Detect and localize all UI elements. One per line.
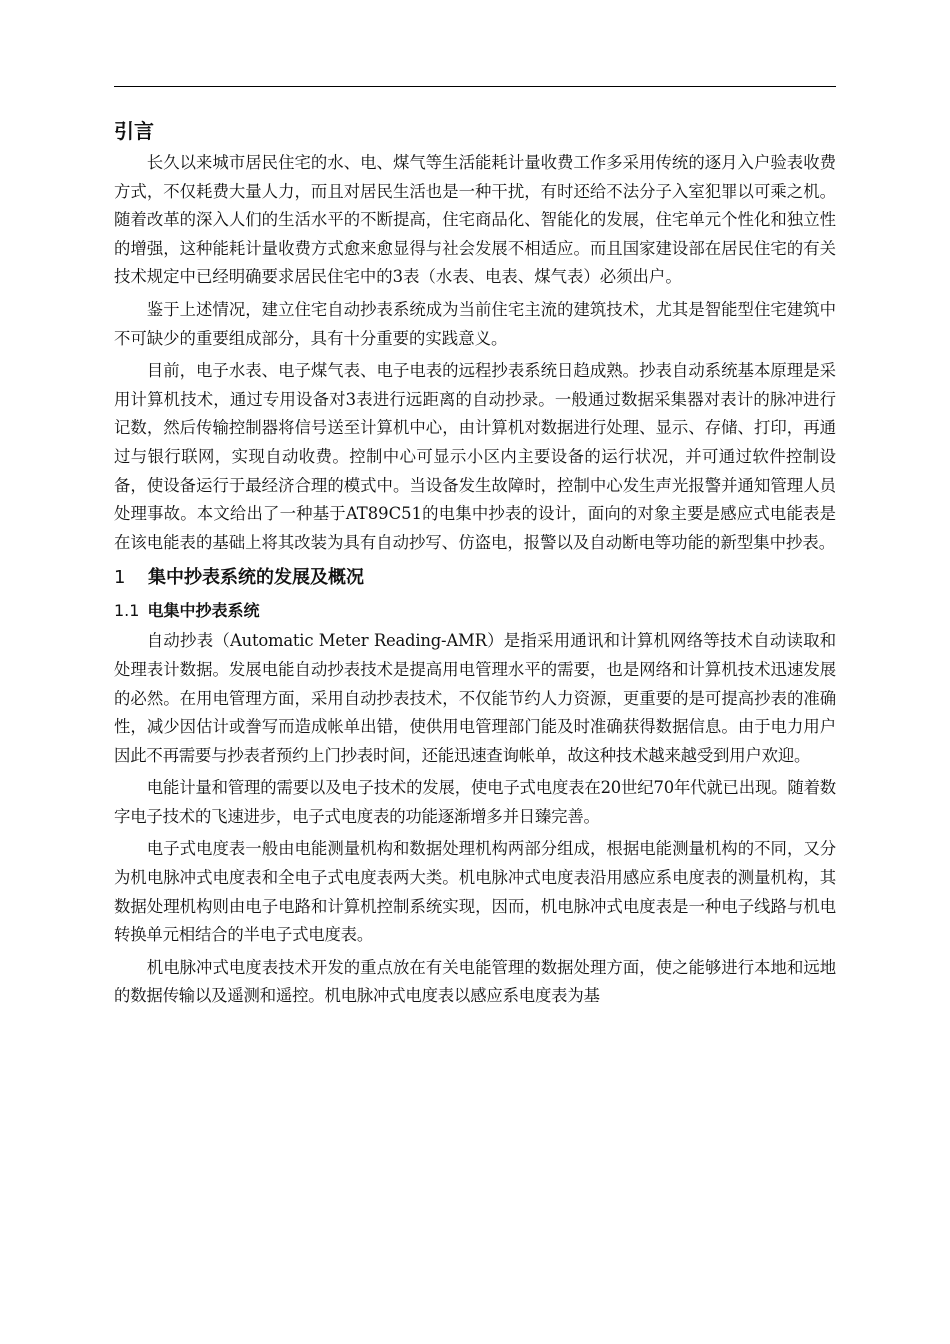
intro-paragraph-2: 鉴于上述情况，建立住宅自动抄表系统成为当前住宅主流的建筑技术，尤其是智能型住宅建筑中不可缺少的重要组成部分，具有十分重要的实践意义。 xyxy=(114,299,836,348)
header-rule xyxy=(114,86,836,87)
document-page xyxy=(114,113,836,1015)
section-1-number: 1 xyxy=(114,567,126,589)
section-1-title: 集中抄表系统的发展及概况 xyxy=(148,567,364,589)
intro-paragraph-1: 长久以来城市居民住宅的水、电、煤气等生活能耗计量收费工作多采用传统的逐月入户验表收费方式，不仅耗费大量人力，而且对居民生活也是一种干扰，有时还给不法分子入室犯罪以可乘之机。随着改革的深入人们的生活水平的不断提高，住宅商品化、智能化的发展，住宅单元个性化和独立性的增强，这种能耗计量收费方式愈来愈显得与社会发展不相适应。而且国家建设部在居民住宅的有关技术规定中已经明确要求居民住宅中的3表（水表、电表、煤气表）必须出户。 xyxy=(114,153,836,287)
section-1-1-paragraph-4: 机电脉冲式电度表技术开发的重点放在有关电能管理的数据处理方面，使之能够进行本地和远地的数据传输以及遥测和遥控。机电脉冲式电度表以感应系电度表为基 xyxy=(114,957,836,1006)
section-1-1-title: 电集中抄表系统 xyxy=(147,601,260,621)
section-1-1-heading xyxy=(114,595,836,627)
section-1-1-paragraph-1: 自动抄表（Automatic Meter Reading-AMR）是指采用通讯和计算机网络等技术自动读取和处理表计数据。发展电能自动抄表技术是提高用电管理水平的需要，也是网络和计算机技术迅速发展的必然。在用电管理方面，采用自动抄表技术，不仅能节约人力资源，更重要的是可提高抄表的准确性，减少因估计或誊写而造成帐单出错，使供用电管理部门能及时准确获得数据信息。由于电力用户因此不再需要与抄表者预约上门抄表时间，还能迅速查询帐单，故这种技术越来越受到用户欢迎。 xyxy=(114,631,836,765)
section-1-1-paragraph-2: 电能计量和管理的需要以及电子技术的发展，使电子式电度表在20世纪70年代就已出现。随着数字电子技术的飞速进步，电子式电度表的功能逐渐增多并日臻完善。 xyxy=(114,778,836,826)
section-1-1-paragraph-3: 电子式电度表一般由电能测量机构和数据处理机构两部分组成，根据电能测量机构的不同，又分为机电脉冲式电度表和全电子式电度表两大类。机电脉冲式电度表沿用感应系电度表的测量机构，其数据处理机构则由电子电路和计算机控制系统实现，因而，机电脉冲式电度表是一种电子线路与机电转换单元相结合的半电子式电度表。 xyxy=(114,839,836,945)
intro-heading: 引言 xyxy=(114,119,154,143)
section-1-heading xyxy=(114,561,836,595)
intro-paragraph-3: 目前，电子水表、电子煤气表、电子电表的远程抄表系统日趋成熟。抄表自动系统基本原理是采用计算机技术，通过专用设备对3表进行远距离的自动抄录。一般通过数据采集器对表计的脉冲进行记数，然后传输控制器将信号送至计算机中心，由计算机对数据进行处理、显示、存储、打印，再通过与银行联网，实现自动收费。控制中心可显示小区内主要设备的运行状况，并可通过软件控制设备，使设备运行于最经济合理的模式中。当设备发生故障时，控制中心发生声光报警并通知管理人员处理事故。本文给出了一种基于AT89C51的电集中抄表的设计，面向的对象主要是感应式电能表是在该电能表的基础上将其改装为具有自动抄写、仿盗电，报警以及自动断电等功能的新型集中抄表。 xyxy=(114,361,836,552)
section-1-1-number: 1.1 xyxy=(114,601,140,621)
